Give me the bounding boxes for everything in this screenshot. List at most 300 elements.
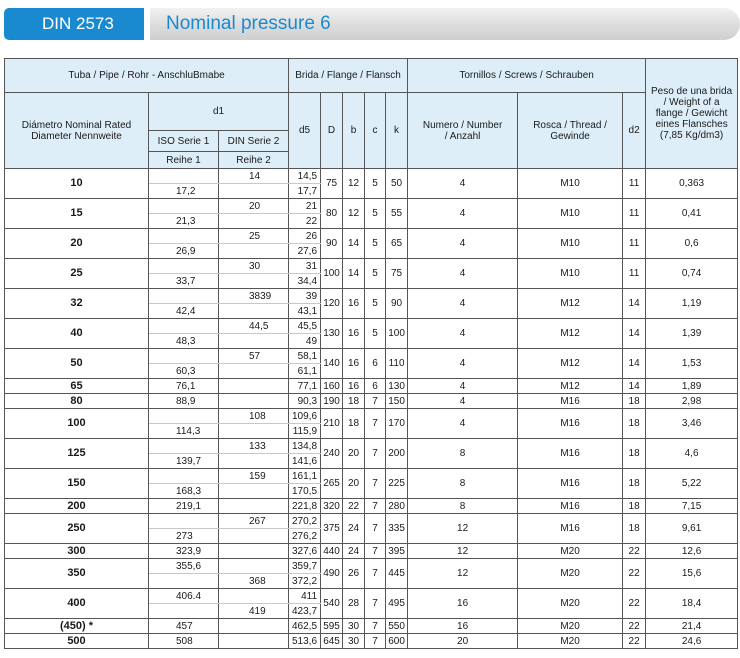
table-row	[5, 199, 738, 214]
screw-count-cell: 4	[408, 169, 518, 199]
din-d1-cell: 3839	[219, 289, 289, 304]
D-cell: 80	[321, 199, 343, 229]
iso-d1-cell	[149, 409, 219, 424]
c-cell: 7	[365, 559, 386, 589]
b-cell: 16	[343, 349, 365, 379]
d5-cell: 327,6	[289, 544, 321, 559]
weight-cell: 4,6	[646, 439, 738, 469]
iso-d1-cell	[149, 169, 219, 184]
d5-cell: 61,1	[289, 364, 321, 379]
c-header: c	[365, 93, 386, 169]
iso-serie-header: ISO Serie 1	[149, 131, 219, 152]
D-cell: 320	[321, 499, 343, 514]
din-d1-cell: 25	[219, 229, 289, 244]
din-d1-cell	[219, 589, 289, 604]
d5-cell: 26	[289, 229, 321, 244]
iso-d1-cell: 139,7	[149, 454, 219, 469]
b-cell: 14	[343, 259, 365, 289]
thread-cell: M16	[518, 409, 623, 439]
k-cell: 65	[386, 229, 408, 259]
D-cell: 240	[321, 439, 343, 469]
d5-cell: 221,8	[289, 499, 321, 514]
weight-cell: 0,363	[646, 169, 738, 199]
din-d1-cell: 20	[219, 199, 289, 214]
screw-count-cell: 4	[408, 409, 518, 439]
weight-cell: 12,6	[646, 544, 738, 559]
b-cell: 14	[343, 229, 365, 259]
reihe2-header: Reihe 2	[219, 152, 289, 169]
din-d1-cell: 267	[219, 514, 289, 529]
din-d1-cell	[219, 394, 289, 409]
d2-cell: 11	[623, 259, 646, 289]
iso-d1-cell: 76,1	[149, 379, 219, 394]
k-cell: 550	[386, 619, 408, 634]
din-d1-cell: 368	[219, 574, 289, 589]
table-row	[5, 469, 738, 484]
c-cell: 5	[365, 199, 386, 229]
c-cell: 7	[365, 499, 386, 514]
nominal-diameter-cell: 300	[5, 544, 149, 559]
nominal-diameter-cell: 150	[5, 469, 149, 499]
thread-cell: M16	[518, 469, 623, 499]
nominal-diameter-cell: 50	[5, 349, 149, 379]
din-d1-cell: 108	[219, 409, 289, 424]
c-cell: 7	[365, 439, 386, 469]
d5-cell: 22	[289, 214, 321, 229]
nominal-diameter-cell: 40	[5, 319, 149, 349]
weight-cell: 18,4	[646, 589, 738, 619]
d2-header: d2	[623, 93, 646, 169]
din-d1-cell	[219, 529, 289, 544]
weight-cell: 7,15	[646, 499, 738, 514]
nominal-diameter-cell: 15	[5, 199, 149, 229]
thread-cell: M16	[518, 514, 623, 544]
d2-cell: 18	[623, 409, 646, 439]
screw-count-cell: 20	[408, 634, 518, 649]
screw-count-cell: 4	[408, 229, 518, 259]
k-cell: 445	[386, 559, 408, 589]
D-cell: 120	[321, 289, 343, 319]
d5-cell: 17,7	[289, 184, 321, 199]
d5-cell: 109,6	[289, 409, 321, 424]
weight-cell: 24,6	[646, 634, 738, 649]
screw-count-cell: 12	[408, 514, 518, 544]
table-row	[5, 544, 738, 559]
nominal-diameter-cell: 20	[5, 229, 149, 259]
d2-cell: 18	[623, 394, 646, 409]
thread-cell: M12	[518, 379, 623, 394]
k-cell: 90	[386, 289, 408, 319]
d5-cell: 161,1	[289, 469, 321, 484]
k-cell: 225	[386, 469, 408, 499]
nominal-diameter-cell: 250	[5, 514, 149, 544]
k-cell: 150	[386, 394, 408, 409]
table-row	[5, 619, 738, 634]
iso-d1-cell: 17,2	[149, 184, 219, 199]
iso-d1-cell: 323,9	[149, 544, 219, 559]
b-cell: 30	[343, 619, 365, 634]
d5-cell: 115,9	[289, 424, 321, 439]
iso-d1-cell	[149, 604, 219, 619]
D-cell: 75	[321, 169, 343, 199]
iso-d1-cell: 60,3	[149, 364, 219, 379]
d5-cell: 423,7	[289, 604, 321, 619]
table-row	[5, 379, 738, 394]
b-cell: 24	[343, 514, 365, 544]
iso-d1-cell	[149, 469, 219, 484]
din-d1-cell	[219, 214, 289, 229]
d5-cell: 170,5	[289, 484, 321, 499]
b-cell: 20	[343, 469, 365, 499]
d5-cell: 372,2	[289, 574, 321, 589]
d2-cell: 22	[623, 559, 646, 589]
b-cell: 26	[343, 559, 365, 589]
thread-cell: M20	[518, 559, 623, 589]
iso-d1-cell	[149, 289, 219, 304]
screw-count-cell: 4	[408, 319, 518, 349]
D-cell: 540	[321, 589, 343, 619]
din-d1-cell	[219, 484, 289, 499]
table-row	[5, 394, 738, 409]
weight-cell: 15,6	[646, 559, 738, 589]
screw-count-cell: 8	[408, 499, 518, 514]
flange-table-wrapper	[4, 58, 737, 649]
iso-d1-cell: 21,3	[149, 214, 219, 229]
iso-d1-cell: 48,3	[149, 334, 219, 349]
screw-count-cell: 4	[408, 199, 518, 229]
din-d1-cell: 44,5	[219, 319, 289, 334]
screw-count-cell: 12	[408, 559, 518, 589]
iso-d1-cell	[149, 439, 219, 454]
c-cell: 6	[365, 349, 386, 379]
screw-count-cell: 16	[408, 589, 518, 619]
iso-d1-cell	[149, 349, 219, 364]
c-cell: 7	[365, 469, 386, 499]
d2-cell: 18	[623, 469, 646, 499]
d5-cell: 58,1	[289, 349, 321, 364]
thread-cell: M20	[518, 634, 623, 649]
d5-cell: 45,5	[289, 319, 321, 334]
weight-cell: 2,98	[646, 394, 738, 409]
d5-cell: 27,6	[289, 244, 321, 259]
flange-table	[4, 58, 738, 649]
din-d1-cell	[219, 274, 289, 289]
d5-cell: 77,1	[289, 379, 321, 394]
b-cell: 24	[343, 544, 365, 559]
din-d1-cell: 419	[219, 604, 289, 619]
d2-cell: 14	[623, 379, 646, 394]
c-cell: 7	[365, 544, 386, 559]
d5-cell: 21	[289, 199, 321, 214]
table-row	[5, 559, 738, 574]
iso-d1-cell: 273	[149, 529, 219, 544]
screws-group-header: Tornillos / Screws / Schrauben	[408, 59, 646, 93]
thread-cell: M12	[518, 319, 623, 349]
iso-d1-cell: 355,6	[149, 559, 219, 574]
title-bar	[150, 8, 740, 40]
c-cell: 5	[365, 229, 386, 259]
D-cell: 130	[321, 319, 343, 349]
D-cell: 190	[321, 394, 343, 409]
weight-cell: 3,46	[646, 409, 738, 439]
table-row	[5, 289, 738, 304]
table-row	[5, 589, 738, 604]
page-header	[0, 8, 740, 40]
D-cell: 210	[321, 409, 343, 439]
iso-d1-cell	[149, 229, 219, 244]
nominal-diameter-cell: 350	[5, 559, 149, 589]
d2-cell: 22	[623, 634, 646, 649]
d5-cell: 34,4	[289, 274, 321, 289]
iso-d1-cell: 42,4	[149, 304, 219, 319]
d5-cell: 49	[289, 334, 321, 349]
d2-cell: 11	[623, 229, 646, 259]
d5-cell: 462,5	[289, 619, 321, 634]
d5-cell: 513,6	[289, 634, 321, 649]
iso-d1-cell	[149, 199, 219, 214]
nominal-diameter-cell: 400	[5, 589, 149, 619]
iso-d1-cell: 26,9	[149, 244, 219, 259]
thread-cell: M20	[518, 544, 623, 559]
d5-cell: 141,6	[289, 454, 321, 469]
k-cell: 600	[386, 634, 408, 649]
page-title: Nominal pressure 6	[166, 13, 331, 34]
c-cell: 7	[365, 619, 386, 634]
d5-header: d5	[289, 93, 321, 169]
screw-count-cell: 8	[408, 439, 518, 469]
c-cell: 5	[365, 169, 386, 199]
c-cell: 7	[365, 409, 386, 439]
nominal-diameter-cell: 80	[5, 394, 149, 409]
k-cell: 50	[386, 169, 408, 199]
nominal-diameter-header: Diámetro Nominal Rated Diameter Nennweite	[5, 93, 149, 169]
b-cell: 18	[343, 394, 365, 409]
weight-header: Peso de una brida / Weight of a flange / Gewicht eines Flansches (7,85 Kg/dm3)	[646, 59, 738, 169]
weight-cell: 21,4	[646, 619, 738, 634]
k-cell: 130	[386, 379, 408, 394]
tube-group-header: Tuba / Pipe / Rohr - AnschluBmabe	[5, 59, 289, 93]
thread-cell: M10	[518, 199, 623, 229]
table-row	[5, 349, 738, 364]
screw-count-cell: 8	[408, 469, 518, 499]
d2-cell: 11	[623, 169, 646, 199]
standard-tag: DIN 2573	[4, 8, 144, 40]
c-cell: 7	[365, 394, 386, 409]
nominal-diameter-cell: (450) *	[5, 619, 149, 634]
b-cell: 18	[343, 409, 365, 439]
nominal-diameter-cell: 100	[5, 409, 149, 439]
thread-cell: M10	[518, 169, 623, 199]
weight-cell: 0,41	[646, 199, 738, 229]
reihe1-header: Reihe 1	[149, 152, 219, 169]
din-d1-cell: 159	[219, 469, 289, 484]
iso-d1-cell: 88,9	[149, 394, 219, 409]
c-cell: 7	[365, 634, 386, 649]
din-d1-cell	[219, 424, 289, 439]
screw-count-cell: 4	[408, 394, 518, 409]
b-cell: 12	[343, 169, 365, 199]
d5-cell: 43,1	[289, 304, 321, 319]
b-cell: 22	[343, 499, 365, 514]
iso-d1-cell	[149, 259, 219, 274]
k-cell: 200	[386, 439, 408, 469]
weight-cell: 1,39	[646, 319, 738, 349]
table-row	[5, 409, 738, 424]
D-cell: 595	[321, 619, 343, 634]
thread-cell: M10	[518, 229, 623, 259]
table-row	[5, 169, 738, 184]
k-cell: 170	[386, 409, 408, 439]
din-d1-cell: 57	[219, 349, 289, 364]
d5-cell: 90,3	[289, 394, 321, 409]
nominal-diameter-cell: 10	[5, 169, 149, 199]
D-cell: 375	[321, 514, 343, 544]
rosca-header: Rosca / Thread / Gewinde	[518, 93, 623, 169]
table-row	[5, 439, 738, 454]
c-cell: 6	[365, 379, 386, 394]
d5-cell: 270,2	[289, 514, 321, 529]
k-cell: 100	[386, 319, 408, 349]
b-cell: 16	[343, 379, 365, 394]
weight-cell: 1,19	[646, 289, 738, 319]
weight-cell: 0,74	[646, 259, 738, 289]
din-d1-cell	[219, 184, 289, 199]
din-d1-cell	[219, 454, 289, 469]
b-cell: 16	[343, 289, 365, 319]
flange-group-header: Brida / Flange / Flansch	[289, 59, 408, 93]
d5-cell: 14,5	[289, 169, 321, 184]
D-cell: 645	[321, 634, 343, 649]
D-cell: 90	[321, 229, 343, 259]
d5-cell: 31	[289, 259, 321, 274]
k-header: k	[386, 93, 408, 169]
table-body	[5, 169, 738, 649]
din-d1-cell	[219, 499, 289, 514]
thread-cell: M12	[518, 289, 623, 319]
weight-cell: 0,6	[646, 229, 738, 259]
thread-cell: M16	[518, 439, 623, 469]
D-cell: 265	[321, 469, 343, 499]
din-d1-cell: 14	[219, 169, 289, 184]
weight-cell: 9,61	[646, 514, 738, 544]
din-d1-cell	[219, 334, 289, 349]
iso-d1-cell: 114,3	[149, 424, 219, 439]
table-row	[5, 499, 738, 514]
screw-count-cell: 4	[408, 289, 518, 319]
iso-d1-cell: 168,3	[149, 484, 219, 499]
thread-cell: M20	[518, 589, 623, 619]
din-d1-cell: 133	[219, 439, 289, 454]
din-d1-cell	[219, 364, 289, 379]
thread-cell: M16	[518, 499, 623, 514]
weight-cell: 1,53	[646, 349, 738, 379]
d2-cell: 22	[623, 589, 646, 619]
weight-cell: 5,22	[646, 469, 738, 499]
k-cell: 395	[386, 544, 408, 559]
d2-cell: 22	[623, 619, 646, 634]
iso-d1-cell	[149, 319, 219, 334]
thread-cell: M20	[518, 619, 623, 634]
D-cell: 440	[321, 544, 343, 559]
k-cell: 110	[386, 349, 408, 379]
table-row	[5, 514, 738, 529]
nominal-diameter-cell: 65	[5, 379, 149, 394]
d2-cell: 18	[623, 514, 646, 544]
d5-cell: 411	[289, 589, 321, 604]
iso-d1-cell: 457	[149, 619, 219, 634]
d5-cell: 359,7	[289, 559, 321, 574]
d1-header: d1	[149, 93, 289, 131]
din-d1-cell	[219, 304, 289, 319]
screw-count-cell: 16	[408, 619, 518, 634]
din-d1-cell	[219, 379, 289, 394]
d2-cell: 14	[623, 349, 646, 379]
k-cell: 55	[386, 199, 408, 229]
c-cell: 7	[365, 514, 386, 544]
screw-count-cell: 12	[408, 544, 518, 559]
d2-cell: 11	[623, 199, 646, 229]
nominal-diameter-cell: 25	[5, 259, 149, 289]
thread-cell: M16	[518, 394, 623, 409]
k-cell: 495	[386, 589, 408, 619]
b-cell: 16	[343, 319, 365, 349]
iso-d1-cell: 406.4	[149, 589, 219, 604]
D-header: D	[321, 93, 343, 169]
d5-cell: 276,2	[289, 529, 321, 544]
iso-d1-cell: 33,7	[149, 274, 219, 289]
b-cell: 12	[343, 199, 365, 229]
b-header: b	[343, 93, 365, 169]
c-cell: 5	[365, 259, 386, 289]
d2-cell: 14	[623, 289, 646, 319]
numero-header: Numero / Number / Anzahl	[408, 93, 518, 169]
D-cell: 100	[321, 259, 343, 289]
din-d1-cell	[219, 559, 289, 574]
iso-d1-cell	[149, 574, 219, 589]
c-cell: 5	[365, 319, 386, 349]
nominal-diameter-cell: 500	[5, 634, 149, 649]
c-cell: 5	[365, 289, 386, 319]
b-cell: 30	[343, 634, 365, 649]
din-d1-cell	[219, 544, 289, 559]
d2-cell: 18	[623, 439, 646, 469]
nominal-diameter-cell: 125	[5, 439, 149, 469]
D-cell: 140	[321, 349, 343, 379]
nominal-diameter-cell: 200	[5, 499, 149, 514]
screw-count-cell: 4	[408, 379, 518, 394]
b-cell: 28	[343, 589, 365, 619]
table-row	[5, 319, 738, 334]
b-cell: 20	[343, 439, 365, 469]
din-d1-cell	[219, 619, 289, 634]
iso-d1-cell: 508	[149, 634, 219, 649]
table-row	[5, 259, 738, 274]
screw-count-cell: 4	[408, 259, 518, 289]
iso-d1-cell: 219,1	[149, 499, 219, 514]
din-d1-cell	[219, 244, 289, 259]
d2-cell: 18	[623, 499, 646, 514]
screw-count-cell: 4	[408, 349, 518, 379]
din-d1-cell: 30	[219, 259, 289, 274]
k-cell: 335	[386, 514, 408, 544]
table-row	[5, 634, 738, 649]
din-d1-cell	[219, 634, 289, 649]
thread-cell: M12	[518, 349, 623, 379]
D-cell: 490	[321, 559, 343, 589]
iso-d1-cell	[149, 514, 219, 529]
k-cell: 280	[386, 499, 408, 514]
d5-cell: 39	[289, 289, 321, 304]
